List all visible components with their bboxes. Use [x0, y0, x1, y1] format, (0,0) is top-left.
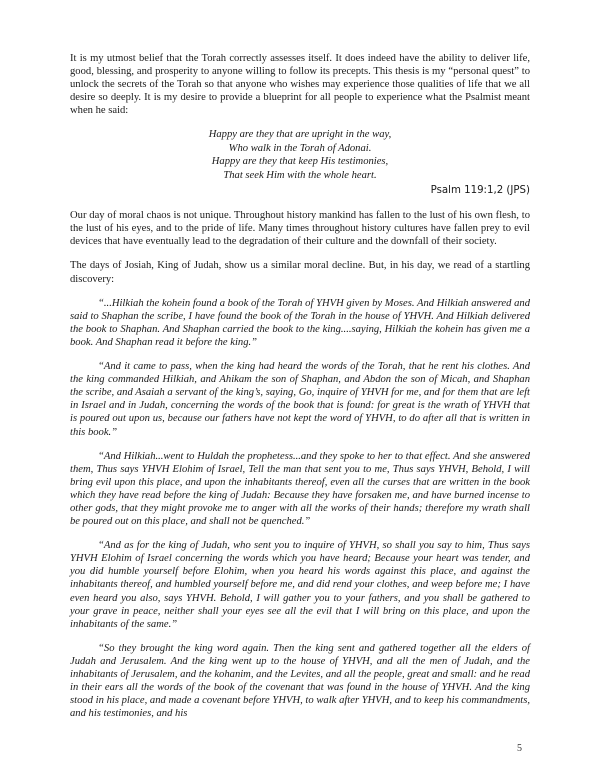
psalm-quote	[70, 128, 530, 182]
psalm-citation: Psalm 119:1,2 (JPS)	[430, 185, 530, 197]
scripture-quote-2: “And it came to pass, when the king had heard the words of the Torah, that he rent his clothes. And the king commanded Hilkiah, and Ahikam the son of Shaphan, and Abdon the son of Micah, and Shaphan the scribe, and Asaiah a servant of the king’s, saying, Go, inquire of YHVH for me, and for them that are left in Israel and in Judah, concerning the words of the book that is found: for great is the wrath of YHVH that is poured out upon us, because our fathers have not kept the word of YHVH, to do after all that is written in this book.”	[70, 361, 530, 438]
page-number: 5	[517, 743, 522, 754]
scripture-quote-1: “...Hilkiah the kohein found a book of the Torah of YHVH given by Moses. And Hilkiah answered and said to Shaphan the scribe, I have found the book of the Torah in the house of YHVH. And Hilkiah delivered the book to Shaphan. And Shaphan carried the book to the king....saying, Hilkiah the kohein has given me a book. And Shaphan read it before the king.”	[70, 297, 530, 348]
psalm-line: Happy are they that are upright in the way,	[208, 129, 392, 141]
page-body	[70, 52, 530, 731]
psalm-line: Who walk in the Torah of Adonai.	[228, 142, 372, 154]
scripture-quote-3: “And Hilkiah...went to Huldah the prophetess...and they spoke to her to that effect. And she answered them, Thus says YHVH Elohim of Israel, Tell the man that sent you to me, Thus says YHVH, Behold, I will bring evil upon this place, and upon the inhabitants thereof, even all the curses that are written in the book which they have read before the king of Judah: Because they have forsaken me, and have burned incense to other gods, that they might provoke me to anger with all the works of their hands; therefore my wrath shall be poured out on this place, and shall not be quenched.”	[70, 450, 530, 528]
intro-paragraph: It is my utmost belief that the Torah correctly assesses itself. It does indeed have the ability to deliver life, good, blessing, and prosperity to anyone willing to follow its precepts. This thesis is my “personal quest” to unlock the secrets of the Torah so that anyone who wishes may experience those qualities of life that we all desire so deeply. It is my desire to provide a blueprint for all people to experience what the Psalmist meant when he said:	[70, 53, 530, 117]
scripture-quote-4: “And as for the king of Judah, who sent you to inquire of YHVH, so shall you say to him, Thus says YHVH Elohim of Israel concerning the words which you have heard; Because your heart was tender, and you did humble yourself before Elohim, when you heard his words against this place, and against the inhabitants thereof, and humbled yourself before me, and did rend your clothes, and weep before me; I have even heard you also, says YHVH. Behold, I will gather you to your fathers, and you shall be gathered to your grave in peace, neither shall your eyes see all the evil that I will bring on this place, and upon the inhabitants of the same.”	[70, 540, 530, 630]
josiah-paragraph: The days of Josiah, King of Judah, show us a similar moral decline. But, in his day, we read of a startling discovery:	[70, 260, 530, 285]
scripture-quote-5: “So they brought the king word again. Then the king sent and gathered together all the elders of Judah and Jerusalem. And the king went up to the house of YHVH, and all the men of Judah, and the inhabitants of Jerusalem, and the kohanim, and the Levites, and all the people, great and small: and he read in their ears all the words of the book of the covenant that was found in the house of YHVH. And the king stood in his place, and made a covenant before YHVH, to walk after YHVH, and to keep his commandments, and his testimonies, and his	[70, 642, 530, 720]
psalm-line: Happy are they that keep His testimonies,	[211, 156, 389, 168]
psalm-line: That seek Him with the whole heart.	[223, 169, 377, 181]
moral-chaos-paragraph: Our day of moral chaos is not unique. Throughout history mankind has fallen to the lust of his own flesh, to the lust of his eyes, and to the pride of life. Many times throughout history cultures have fallen prey to evil devices that have eventually lead to the degradation of their culture and the downfall of their society.	[70, 210, 530, 248]
